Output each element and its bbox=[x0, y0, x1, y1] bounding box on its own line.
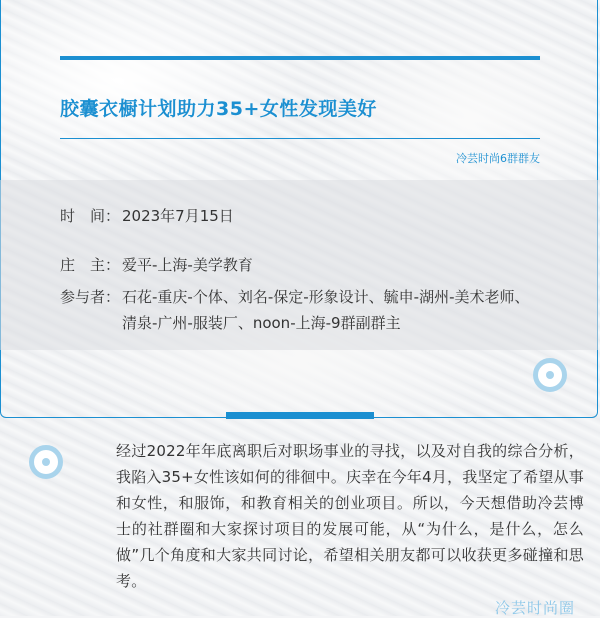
article-title: 胶囊衣橱计划助力35+女性发现美好 bbox=[60, 98, 377, 120]
time-label: 时 间： bbox=[60, 207, 121, 225]
host-value: 爱平-上海-美学教育 bbox=[122, 256, 253, 274]
body-paragraph: 经过2022年年底离职后对职场事业的寻找，以及对自我的综合分析，我陷入35+女性该如何的徘徊中。庆幸在今年4月，我坚定了希望从事和女性，和服饰，和教育相关的创业项目。所以，今天想借助冷芸博士的社群圈和大家探讨项目的发展可能，从“为什么，是什么，怎么做”几个角度和大家共同讨论，希望相关朋友都可以收获更多碰撞和思考。 bbox=[116, 442, 584, 590]
host-label: 庄 主： bbox=[60, 256, 121, 274]
time-value: 2023年7月15日 bbox=[122, 207, 234, 225]
ring-decoration-icon bbox=[533, 358, 567, 392]
ring-decoration-icon bbox=[29, 445, 63, 479]
top-accent-bar bbox=[60, 56, 540, 60]
info-row-host bbox=[60, 252, 253, 278]
title-underline bbox=[60, 138, 540, 139]
participants-value: 石花-重庆-个体、刘名-保定-形象设计、毓申-湖州-美术老师、清泉-广州-服装厂、noon-上海-9群副群主 bbox=[122, 288, 530, 332]
info-row-participants bbox=[60, 284, 540, 336]
section-divider-bar bbox=[226, 412, 374, 419]
info-row-time bbox=[60, 203, 234, 229]
article-source: 冷芸时尚6群群友 bbox=[456, 152, 540, 165]
brand-logo: 冷芸时尚圈 bbox=[495, 599, 576, 617]
participants-label: 参与者： bbox=[60, 288, 121, 306]
